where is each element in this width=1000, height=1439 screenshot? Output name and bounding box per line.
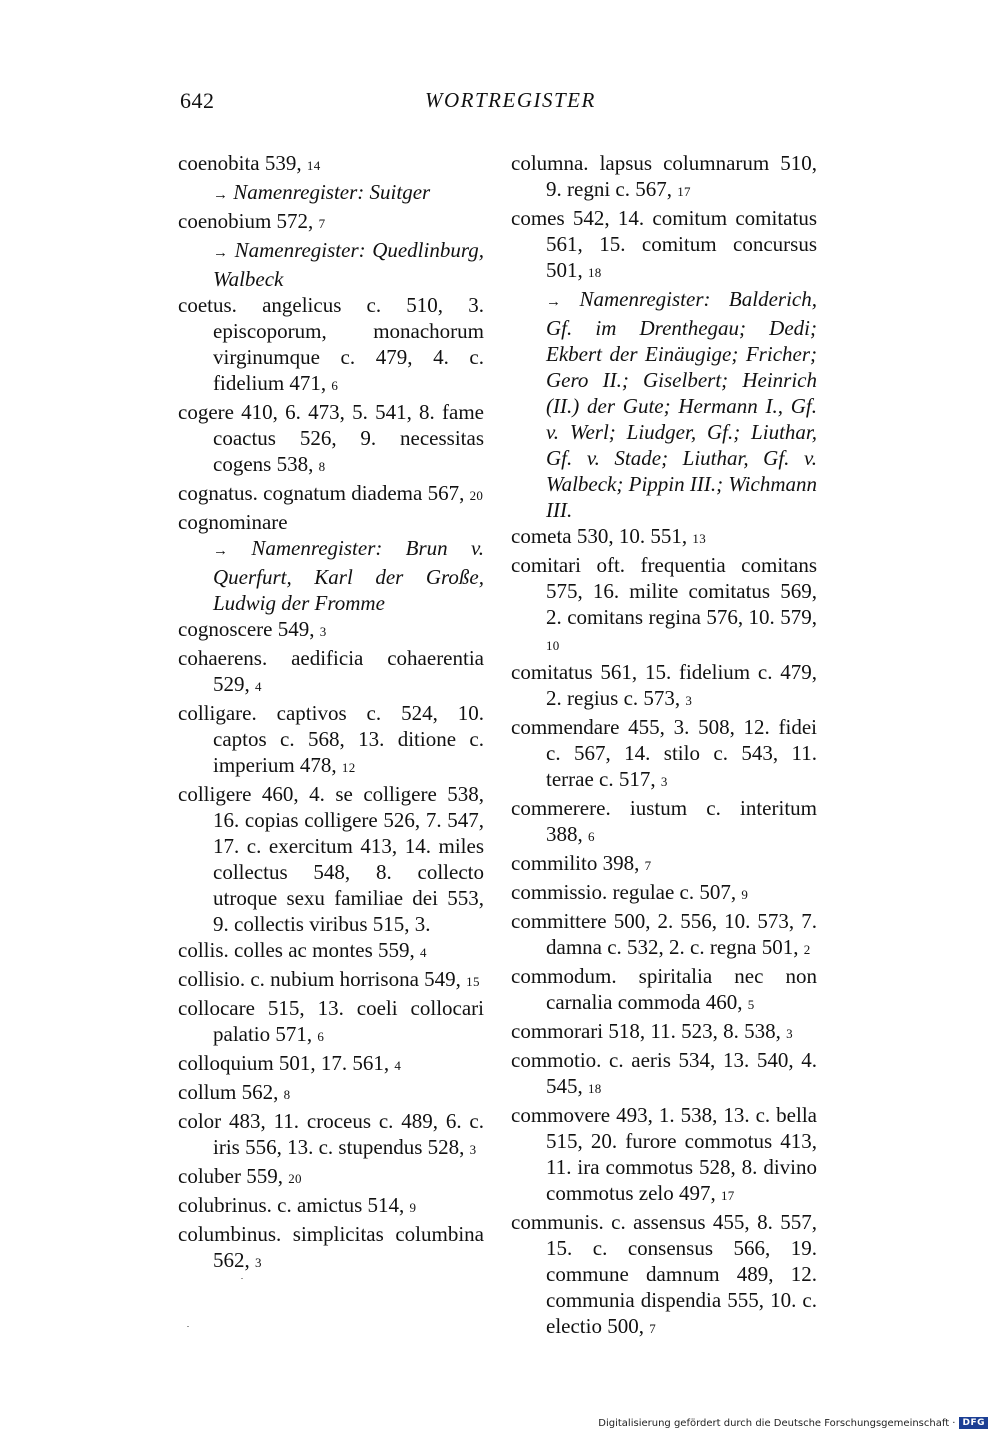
index-entry — [178, 1163, 484, 1192]
line-number: 3 — [660, 774, 668, 789]
dfg-logo: DFG — [959, 1417, 988, 1429]
index-entry — [511, 850, 817, 879]
index-entry — [511, 1102, 817, 1209]
line-number: 14 — [306, 158, 321, 173]
arrow-icon: → — [213, 187, 228, 203]
index-entry — [178, 208, 484, 237]
line-number: 9 — [741, 887, 749, 902]
cross-reference — [178, 237, 484, 292]
entry-text: cogere 410, 6. 473, 5. 541, 8. fame coactus 526, 9. necessitas cogens 538, — [178, 400, 484, 476]
line-number: 3 — [319, 624, 327, 639]
running-title: WORTREGISTER — [425, 88, 596, 112]
line-number: 12 — [341, 760, 356, 775]
entry-text: cometa 530, 10. 551, — [511, 524, 693, 548]
footer-text: Digitalisierung gefördert durch die Deutsche Forschungsgemeinschaft · — [598, 1417, 956, 1429]
entry-text: coenobium 572, — [178, 209, 319, 233]
entry-text: commotio. c. aeris 534, 13. 540, 4. 545, — [511, 1048, 817, 1098]
entry-text: commovere 493, 1. 538, 13. c. bella 515, 20. furore commotus 413, 11. ira commotus 528, 8. divino commotus zelo 497, — [511, 1103, 817, 1205]
entry-text: columbinus. simplicitas columbina 562, — [178, 1222, 484, 1272]
entry-text: committere 500, 2. 556, 10. 573, 7. damna c. 532, 2. c. regna 501, — [511, 909, 817, 959]
entry-text: collocare 515, 13. coeli collocari palatio 571, — [178, 996, 484, 1046]
line-number: 13 — [692, 531, 706, 546]
entry-text: colloquium 501, 17. 561, — [178, 1051, 395, 1075]
entry-text: commodum. spiritalia nec non carnalia commoda 460, — [511, 964, 817, 1014]
index-entry — [178, 1192, 484, 1221]
entry-text: color 483, 11. croceus c. 489, 6. c. iris 556, 13. c. stupendus 528, — [178, 1109, 484, 1159]
index-entry — [511, 963, 817, 1018]
entry-text: cognatus. cognatum diadema 567, — [178, 481, 470, 505]
index-entry — [178, 1079, 484, 1108]
entry-text: comes 542, 14. comitum comitatus 561, 15. comitum concursus 501, — [511, 206, 817, 282]
line-number: 7 — [318, 216, 326, 231]
index-entry — [178, 480, 484, 509]
index-entry — [178, 399, 484, 480]
arrow-icon: → — [213, 245, 228, 261]
line-number: 8 — [283, 1087, 291, 1102]
entry-text: commilito 398, — [511, 851, 645, 875]
entry-text: comitari oft. frequentia comitans 575, 16. milite comitatus 569, 2. comitans regina 576, 10. 579, — [511, 553, 817, 629]
entry-text: collis. colles ac montes 559, — [178, 938, 421, 962]
entry-text: commissio. regulae c. 507, — [511, 880, 742, 904]
entry-text: collisio. c. nubium horrisona 549, — [178, 967, 467, 991]
line-number: 15 — [466, 974, 480, 989]
line-number: 6 — [331, 378, 339, 393]
line-number: 3 — [685, 693, 693, 708]
entry-text: coetus. angelicus c. 510, 3. episcoporum, monachorum virginumque c. 479, 4. c. fidelium 471, — [178, 293, 484, 395]
line-number: 9 — [409, 1200, 417, 1215]
line-number: 4 — [255, 679, 262, 694]
scan-speck — [241, 1278, 243, 1279]
cross-reference — [178, 535, 484, 616]
entry-text: coenobita 539, — [178, 151, 307, 175]
index-entry — [178, 937, 484, 966]
line-number: 3 — [469, 1142, 477, 1157]
left-column — [178, 150, 484, 1276]
index-entry — [178, 150, 484, 179]
index-entry — [511, 879, 817, 908]
cross-reference-text: Namenregister: Quedlinburg, Walbeck — [213, 238, 484, 291]
entry-text: coluber 559, — [178, 1164, 289, 1188]
right-column — [511, 150, 817, 1342]
line-number: 20 — [469, 488, 484, 503]
index-entry — [178, 645, 484, 700]
index-entry — [178, 1221, 484, 1276]
line-number: 6 — [317, 1029, 325, 1044]
index-entry — [511, 1047, 817, 1102]
line-number: 18 — [588, 265, 602, 280]
line-number: 2 — [803, 942, 811, 957]
index-entry — [511, 659, 817, 714]
index-entry — [178, 1108, 484, 1163]
line-number: 5 — [747, 997, 755, 1012]
line-number: 3 — [786, 1026, 793, 1041]
entry-text: collum 562, — [178, 1080, 284, 1104]
cross-reference — [511, 286, 817, 523]
index-entry — [178, 1050, 484, 1079]
cross-reference — [178, 179, 484, 208]
line-number: 8 — [318, 459, 326, 474]
index-entry — [178, 995, 484, 1050]
line-number: 17 — [720, 1188, 735, 1203]
arrow-icon: → — [546, 294, 561, 310]
arrow-icon: → — [213, 543, 228, 559]
index-entry — [511, 552, 817, 659]
footer — [598, 1417, 988, 1429]
index-entry — [511, 908, 817, 963]
entry-text: cognominare — [178, 510, 288, 534]
entry-text: colligare. captivos c. 524, 10. captos c. 568, 13. ditione c. imperium 478, — [178, 701, 484, 777]
index-entry — [511, 1209, 817, 1342]
entry-text: columna. lapsus columnarum 510, 9. regni c. 567, — [511, 151, 817, 201]
index-entry — [178, 700, 484, 781]
line-number: 18 — [588, 1081, 602, 1096]
line-number: 10 — [546, 638, 560, 653]
cross-reference-text: Namenregister: Suitger — [233, 180, 431, 204]
cross-reference-text: Namenregister: Brun v. Querfurt, Karl der Große, Ludwig der Fromme — [213, 536, 485, 615]
line-number: 4 — [420, 945, 427, 960]
index-entry — [178, 292, 484, 399]
line-number: 3 — [255, 1255, 262, 1270]
index-entry — [511, 205, 817, 286]
entry-text: cohaerens. aedificia cohaerentia 529, — [178, 646, 484, 696]
page-number: 642 — [180, 88, 215, 113]
index-entry — [178, 616, 484, 645]
index-entry — [511, 1018, 817, 1047]
line-number: 7 — [649, 1321, 657, 1336]
entry-text: commerere. iustum c. interitum 388, — [511, 796, 817, 846]
entry-text: communis. c. assensus 455, 8. 557, 15. c. consensus 566, 19. commune damnum 489, 12. communia dispendia 555, 10. c. electio 500, — [511, 1210, 817, 1338]
entry-text: cognoscere 549, — [178, 617, 320, 641]
index-entry — [178, 509, 484, 535]
line-number: 20 — [288, 1171, 302, 1186]
index-entry — [178, 966, 484, 995]
cross-reference-text: Namenregister: Balderich, Gf. im Drenthegau; Dedi; Ekbert der Einäugige; Fricher; Gero II.; Giselbert; Heinrich (II.) der Gute; Hermann I., Gf. v. Werl; Liudger, Gf.; Liuthar, Gf. v. Stade; Liuthar, Gf. v. Walbeck; Pippin III.; Wichmann III. — [546, 287, 817, 522]
index-entry — [511, 714, 817, 795]
line-number: 6 — [588, 829, 595, 844]
line-number: 4 — [394, 1058, 402, 1073]
index-entry — [511, 150, 817, 205]
index-entry — [178, 781, 484, 937]
scan-speck — [187, 1326, 189, 1327]
line-number: 7 — [644, 858, 652, 873]
entry-text: colligere 460, 4. se colligere 538, 16. copias colligere 526, 7. 547, 17. c. exercitum 413, 14. miles collectus 548, 8. collecto utroque sexu familiae dei 553, 9. collectis viribus 515, 3. — [178, 782, 484, 936]
entry-text: colubrinus. c. amictus 514, — [178, 1193, 410, 1217]
entry-text: commendare 455, 3. 508, 12. fidei c. 567, 14. stilo c. 543, 11. terrae c. 517, — [511, 715, 817, 791]
index-entry — [511, 523, 817, 552]
entry-text: commorari 518, 11. 523, 8. 538, — [511, 1019, 787, 1043]
line-number: 17 — [677, 184, 691, 199]
entry-text: comitatus 561, 15. fidelium c. 479, 2. regius c. 573, — [511, 660, 817, 710]
index-entry — [511, 795, 817, 850]
